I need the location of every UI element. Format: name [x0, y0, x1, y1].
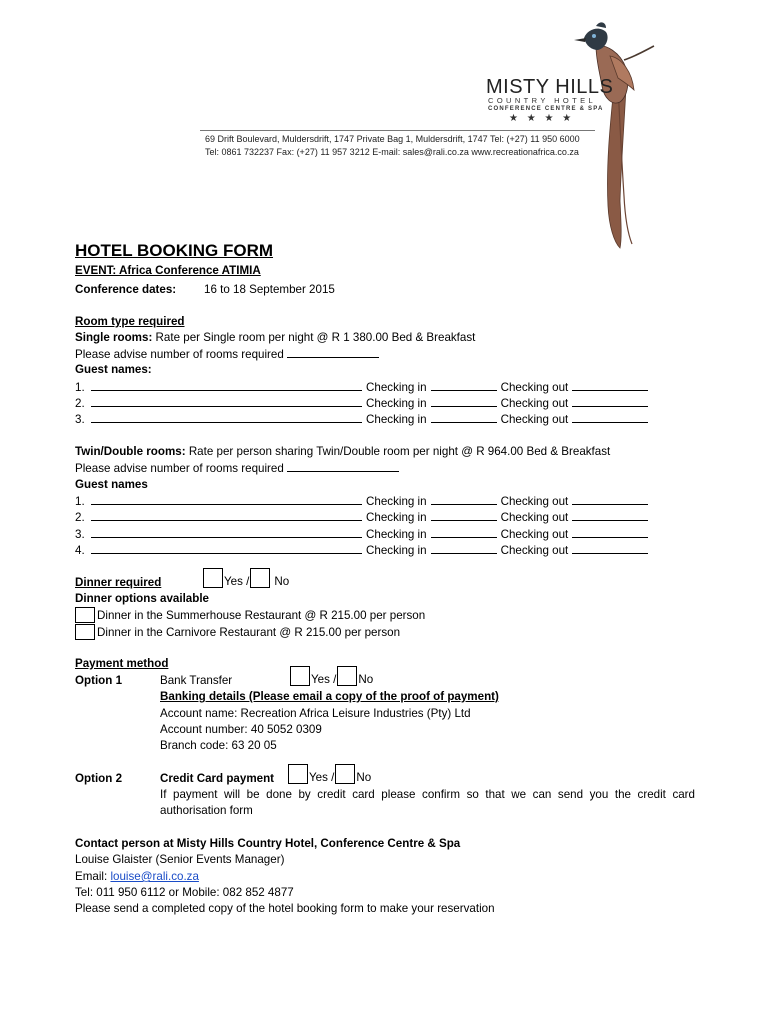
- conference-dates-label: Conference dates:: [75, 283, 177, 296]
- guest-name-field[interactable]: [91, 509, 362, 521]
- twin-guest-row: [75, 542, 648, 559]
- conference-dates-value: 16 to 18 September 2015: [204, 283, 335, 296]
- guest-number: 3.: [75, 528, 85, 541]
- checkout-label: Checking out: [500, 528, 569, 541]
- checkout-field[interactable]: [572, 509, 648, 521]
- checkin-field[interactable]: [431, 379, 497, 391]
- checkin-field[interactable]: [431, 411, 497, 423]
- twin-advise-line: [75, 460, 399, 477]
- email-label: Email:: [75, 870, 108, 883]
- bank-transfer-yes-checkbox[interactable]: [290, 666, 310, 686]
- checkout-field[interactable]: [572, 395, 648, 407]
- checkout-label: Checking out: [500, 397, 569, 410]
- guest-number: 1.: [75, 381, 85, 394]
- dinner-yes-no: [202, 568, 289, 590]
- dinner-required-label: Dinner required: [75, 576, 162, 589]
- guest-name-field[interactable]: [91, 542, 362, 554]
- summerhouse-checkbox[interactable]: [75, 607, 95, 623]
- address-line-1: 69 Drift Boulevard, Muldersdrift, 1747 Private Bag 1, Muldersdrift, 1747 Tel: (+27) 11 950 6000: [205, 134, 580, 144]
- checkout-label: Checking out: [500, 495, 569, 508]
- checkout-field[interactable]: [572, 493, 648, 505]
- twin-guest-row: [75, 509, 648, 526]
- dinner-options-heading: Dinner options available: [75, 592, 210, 605]
- credit-card-yes-checkbox[interactable]: [288, 764, 308, 784]
- contact-heading: Contact person at Misty Hills Country Hotel, Conference Centre & Spa: [75, 837, 461, 850]
- guest-name-field[interactable]: [91, 411, 362, 423]
- banking-details-heading: Banking details (Please email a copy of the proof of payment): [160, 690, 499, 703]
- brand-name: MISTY HILLS: [486, 76, 614, 98]
- twin-guest-row: [75, 526, 648, 543]
- single-guest-row: [75, 411, 648, 428]
- twin-rooms-count-field[interactable]: [287, 460, 399, 472]
- twin-rooms-line: [75, 444, 610, 460]
- bank-transfer-no-label: No: [358, 673, 374, 686]
- address-line-2: Tel: 0861 732237 Fax: (+27) 11 957 3212 E-mail: sales@rali.co.za www.recreationafrica.co.za: [205, 147, 579, 157]
- credit-card-note-line-2: authorisation form: [160, 804, 253, 817]
- checkin-label: Checking in: [366, 495, 427, 508]
- single-advise-line: [75, 346, 379, 363]
- summerhouse-label: Dinner in the Summerhouse Restaurant @ R 215.00 per person: [97, 609, 426, 622]
- credit-card-yes-label: Yes /: [309, 771, 335, 784]
- option-2-label: Option 2: [75, 772, 123, 785]
- letterhead-divider: [200, 130, 595, 131]
- guest-name-field[interactable]: [91, 379, 362, 391]
- advise-label: Please advise number of rooms required: [75, 462, 284, 475]
- single-guest-row: [75, 379, 648, 396]
- single-guest-row: [75, 395, 648, 412]
- credit-card-yes-no: [287, 764, 371, 786]
- guest-number: 3.: [75, 413, 85, 426]
- checkin-label: Checking in: [366, 511, 427, 524]
- twin-guest-row: [75, 493, 648, 510]
- brand-subtitle-conference: CONFERENCE CENTRE & SPA: [488, 106, 604, 112]
- guest-number: 4.: [75, 544, 85, 557]
- checkout-label: Checking out: [500, 511, 569, 524]
- checkout-label: Checking out: [500, 381, 569, 394]
- advise-label: Please advise number of rooms required: [75, 348, 284, 361]
- checkin-label: Checking in: [366, 544, 427, 557]
- account-number: Account number: 40 5052 0309: [160, 723, 322, 736]
- checkout-label: Checking out: [500, 544, 569, 557]
- checkout-field[interactable]: [572, 542, 648, 554]
- contact-name: Louise Glaister (Senior Events Manager): [75, 853, 285, 866]
- checkout-field[interactable]: [572, 411, 648, 423]
- event-name: EVENT: Africa Conference ATIMIA: [75, 264, 261, 277]
- dinner-no-checkbox[interactable]: [250, 568, 270, 588]
- checkin-label: Checking in: [366, 397, 427, 410]
- rating-stars: ★ ★ ★ ★: [509, 113, 575, 124]
- credit-card-label: Credit Card payment: [160, 772, 275, 785]
- checkin-label: Checking in: [366, 381, 427, 394]
- credit-card-note-line-1: If payment will be done by credit card please confirm so that we can send you the credit card: [160, 788, 695, 801]
- twin-rooms-rate: Rate per person sharing Twin/Double room per night @ R 964.00 Bed & Breakfast: [188, 445, 611, 458]
- twin-guest-names-label: Guest names: [75, 478, 148, 491]
- checkin-field[interactable]: [431, 509, 497, 521]
- bank-transfer-yes-no: [289, 666, 373, 688]
- closing-instruction: Please send a completed copy of the hotel booking form to make your reservation: [75, 902, 495, 915]
- bank-transfer-label: Bank Transfer: [160, 674, 233, 687]
- bank-transfer-yes-label: Yes /: [311, 673, 337, 686]
- checkin-field[interactable]: [431, 542, 497, 554]
- option-1-label: Option 1: [75, 674, 123, 687]
- single-rooms-line: [75, 330, 475, 346]
- contact-phone: Tel: 011 950 6112 or Mobile: 082 852 4877: [75, 886, 294, 899]
- carnivore-label: Dinner in the Carnivore Restaurant @ R 215.00 per person: [97, 626, 401, 639]
- checkin-field[interactable]: [431, 526, 497, 538]
- checkout-field[interactable]: [572, 526, 648, 538]
- email-link[interactable]: louise@rali.co.za: [110, 870, 199, 883]
- contact-email-line: [75, 869, 199, 885]
- credit-card-no-label: No: [356, 771, 372, 784]
- twin-rooms-label: Twin/Double rooms:: [75, 445, 186, 458]
- dinner-option-summerhouse: [75, 607, 425, 624]
- dinner-option-carnivore: [75, 624, 400, 641]
- dinner-no-label: No: [274, 575, 290, 588]
- dinner-yes-label: Yes /: [224, 575, 250, 588]
- checkin-field[interactable]: [431, 395, 497, 407]
- guest-name-field[interactable]: [91, 493, 362, 505]
- carnivore-checkbox[interactable]: [75, 624, 95, 640]
- guest-name-field[interactable]: [91, 526, 362, 538]
- checkin-label: Checking in: [366, 413, 427, 426]
- branch-code: Branch code: 63 20 05: [160, 739, 277, 752]
- credit-card-no-checkbox[interactable]: [335, 764, 355, 784]
- page-title: HOTEL BOOKING FORM: [75, 241, 274, 260]
- dinner-yes-checkbox[interactable]: [203, 568, 223, 588]
- single-rooms-label: Single rooms:: [75, 331, 153, 344]
- guest-number: 2.: [75, 397, 85, 410]
- account-name: Account name: Recreation Africa Leisure Industries (Pty) Ltd: [160, 707, 471, 720]
- brand-subtitle-hotel: COUNTRY HOTEL: [488, 96, 597, 105]
- checkin-field[interactable]: [431, 493, 497, 505]
- room-type-heading: Room type required: [75, 315, 185, 328]
- payment-method-heading: Payment method: [75, 657, 169, 670]
- guest-number: 1.: [75, 495, 85, 508]
- bank-transfer-no-checkbox[interactable]: [337, 666, 357, 686]
- checkout-label: Checking out: [500, 413, 569, 426]
- single-guest-names-label: Guest names:: [75, 363, 152, 376]
- checkout-field[interactable]: [572, 379, 648, 391]
- single-rooms-count-field[interactable]: [287, 346, 379, 358]
- checkin-label: Checking in: [366, 528, 427, 541]
- guest-name-field[interactable]: [91, 395, 362, 407]
- guest-number: 2.: [75, 511, 85, 524]
- single-rooms-rate: Rate per Single room per night @ R 1 380.00 Bed & Breakfast: [155, 331, 476, 344]
